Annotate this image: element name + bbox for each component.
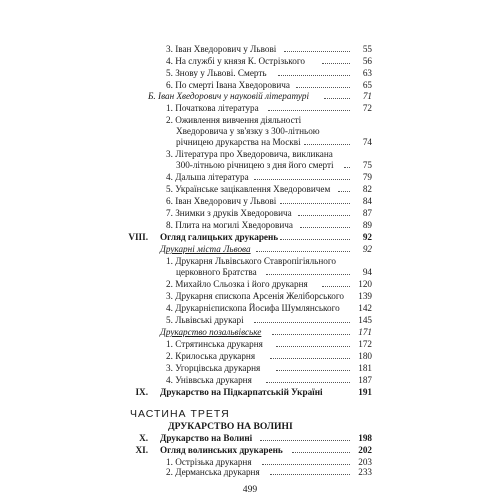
toc-leader-dots xyxy=(272,334,350,335)
toc-leader-dots xyxy=(262,464,350,465)
toc-leader-dots xyxy=(284,51,350,52)
toc-entry-title: 4. Уніввська друкарня xyxy=(166,375,252,385)
toc-entry-title: 300-літньою річницею з дня його смерті xyxy=(176,160,334,170)
chapter-number: XI. xyxy=(135,445,148,455)
toc-entry-page: 198 xyxy=(358,433,372,443)
toc-leader-dots xyxy=(276,346,350,347)
toc-leader-dots xyxy=(322,63,350,64)
toc-entry xyxy=(166,351,372,361)
toc-entry-title: 6. По смерті Івана Хведоровича xyxy=(166,80,290,90)
toc-entry-page: 180 xyxy=(358,351,372,361)
toc-entry-title: 4. На службі у князя К. Острізького xyxy=(166,56,305,66)
chapter-number: VIII. xyxy=(128,232,148,242)
toc-entry-page: 171 xyxy=(358,327,372,337)
toc-entry xyxy=(166,44,372,54)
toc-entry-title: 1. Острізька друкарня xyxy=(166,457,252,467)
toc-leader-dots xyxy=(270,358,350,359)
toc-entry-title: Хведоровича у зв'язку з 300-літньою xyxy=(176,126,320,136)
toc-leader-dots xyxy=(296,87,350,88)
page-number: 499 xyxy=(242,484,258,495)
toc-leader-dots xyxy=(270,474,350,475)
toc-leader-dots xyxy=(280,203,350,204)
toc-entry-page: 74 xyxy=(362,137,372,147)
toc-entry xyxy=(166,256,372,266)
toc-entry xyxy=(166,363,372,373)
toc-chapter-heading xyxy=(160,232,372,242)
toc-entry-title: Друкарні міста Львова xyxy=(160,244,251,254)
toc-leader-dots xyxy=(292,452,350,453)
toc-entry-title: 2. Дерманська друкарня xyxy=(166,467,260,477)
toc-entry-page: 139 xyxy=(358,291,372,301)
toc-entry-page: 172 xyxy=(358,339,372,349)
toc-entry xyxy=(166,103,372,113)
toc-entry-page: 87 xyxy=(362,208,372,218)
toc-entry xyxy=(166,115,372,125)
toc-entry xyxy=(166,56,372,66)
toc-entry-page: 55 xyxy=(362,44,372,54)
toc-entry-title: 5. Львівські друкарі xyxy=(166,315,244,325)
toc-entry xyxy=(166,68,372,78)
toc-entry-page: 142 xyxy=(358,303,372,313)
toc-entry-page: 203 xyxy=(358,457,372,467)
toc-entry-title: Друкарство на Волині xyxy=(160,433,253,443)
part-title: ЧАСТИНА ТРЕТЯ xyxy=(130,408,230,420)
chapter-number: X. xyxy=(139,433,148,443)
toc-entry xyxy=(176,160,372,170)
toc-entry-page: 89 xyxy=(362,220,372,230)
toc-entry-page: 233 xyxy=(358,467,372,477)
toc-entry-title: Друкарство позальвівське xyxy=(160,327,262,337)
toc-entry xyxy=(166,172,372,182)
toc-section-heading xyxy=(160,327,372,337)
toc-entry-title: 4. Друкарнієпископа Йосифа Шумлянського xyxy=(166,303,340,313)
toc-leader-dots xyxy=(298,215,350,216)
toc-entry-title: 1. Початкова література xyxy=(166,103,259,113)
toc-leader-dots xyxy=(256,251,350,252)
toc-entry-page: 65 xyxy=(362,80,372,90)
toc-leader-dots xyxy=(300,227,350,228)
toc-entry-title: 3. Іван Хведорович у Львові xyxy=(166,44,277,54)
toc-entry-page: 75 xyxy=(362,160,372,170)
toc-entry-page: 92 xyxy=(362,232,372,242)
toc-entry-page: 145 xyxy=(358,315,372,325)
toc-entry-title: 2. Михайло Сльозка і його друкарня xyxy=(166,279,308,289)
toc-entry xyxy=(166,149,372,159)
toc-entry-page: 63 xyxy=(362,68,372,78)
chapter-number: IX. xyxy=(135,387,148,397)
toc-entry xyxy=(166,339,372,349)
toc-entry-title: 8. Плита на могилі Хведоровича xyxy=(166,220,293,230)
toc-entry-title: 5. Знову у Львові. Смерть xyxy=(166,68,267,78)
toc-entry-title: 3. Друкарня єпископа Арсенія Желіборського xyxy=(166,291,345,301)
toc-entry xyxy=(166,375,372,385)
toc-entry-page: 84 xyxy=(362,196,372,206)
toc-chapter-heading xyxy=(160,387,372,397)
toc-entry-title: Б. Іван Хведорович у науковій літературі xyxy=(148,91,310,101)
toc-entry-title: 7. Знимки з друків Хведоровича xyxy=(166,208,292,218)
toc-entry-title: 6. Іван Хведорович у Львові xyxy=(166,196,277,206)
toc-entry-title: 2. Оживлення вивчення діяльності xyxy=(166,115,302,125)
toc-leader-dots xyxy=(254,179,350,180)
toc-entry-title: 5. Українське зацікавлення Хведоровичем xyxy=(166,184,331,194)
toc-leader-dots xyxy=(266,382,350,383)
toc-entry xyxy=(166,196,372,206)
toc-leader-dots xyxy=(322,286,350,287)
toc-entry-title: 1. Стрятинська друкарня xyxy=(166,339,263,349)
toc-entry xyxy=(166,467,372,477)
toc-entry xyxy=(166,279,372,289)
toc-leader-dots xyxy=(268,110,350,111)
toc-entry-page: 79 xyxy=(362,172,372,182)
toc-entry-page: 82 xyxy=(362,184,372,194)
toc-entry-title: Друкарство на Підкарпатській Україні xyxy=(160,387,323,397)
toc-chapter-heading xyxy=(160,445,372,455)
toc-entry-page: 56 xyxy=(362,56,372,66)
toc-section-heading xyxy=(148,91,372,101)
toc-entry xyxy=(166,208,372,218)
toc-entry-title: Огляд волинських друкарень xyxy=(160,445,283,455)
toc-leader-dots xyxy=(278,75,350,76)
toc-entry-page: 191 xyxy=(358,387,372,397)
toc-leader-dots xyxy=(280,239,350,240)
toc-leader-dots xyxy=(276,370,350,371)
toc-leader-dots xyxy=(304,144,350,145)
toc-leader-dots xyxy=(338,191,350,192)
toc-entry xyxy=(166,220,372,230)
toc-entry-page: 120 xyxy=(358,279,372,289)
toc-leader-dots xyxy=(324,98,350,99)
toc-entry xyxy=(176,126,372,136)
toc-entry-page: 181 xyxy=(358,363,372,373)
toc-entry xyxy=(176,267,372,277)
toc-leader-dots xyxy=(260,440,350,441)
toc-section-heading xyxy=(160,244,372,254)
toc-entry-page: 71 xyxy=(362,91,372,101)
toc-entry-title: річницею друкарства на Москві xyxy=(176,137,301,147)
toc-leader-dots xyxy=(266,274,350,275)
toc-entry-page: 202 xyxy=(358,445,372,455)
toc-chapter-heading xyxy=(160,433,372,443)
toc-entry-title: 3. Угорцівська друкарня xyxy=(166,363,261,373)
toc-leader-dots xyxy=(344,167,350,168)
toc-entry-title: Огляд галицьких друкарень xyxy=(160,232,279,242)
toc-entry xyxy=(176,137,372,147)
toc-entry xyxy=(166,315,372,325)
toc-entry-title: церковного Братства xyxy=(176,267,257,277)
toc-entry-page: 94 xyxy=(362,267,372,277)
toc-entry-page: 72 xyxy=(362,103,372,113)
toc-entry-title: 1. Друкарня Львівського Ставропігіяльного xyxy=(166,256,337,266)
toc-entry-title: 2. Крилоська друкарня xyxy=(166,351,256,361)
toc-entry-page: 187 xyxy=(358,375,372,385)
toc-entry-title: 3. Література про Хведоровича, викликана xyxy=(166,149,333,159)
toc-entry-page: 92 xyxy=(362,244,372,254)
toc-entry xyxy=(166,457,372,467)
toc-leader-dots xyxy=(254,322,350,323)
toc-entry xyxy=(166,291,372,301)
part-subtitle: ДРУКАРСТВО НА ВОЛИНІ xyxy=(168,421,293,432)
toc-entry xyxy=(166,303,372,313)
toc-entry xyxy=(166,184,372,194)
toc-entry xyxy=(166,80,372,90)
toc-entry-title: 4. Дальша література xyxy=(166,172,249,182)
